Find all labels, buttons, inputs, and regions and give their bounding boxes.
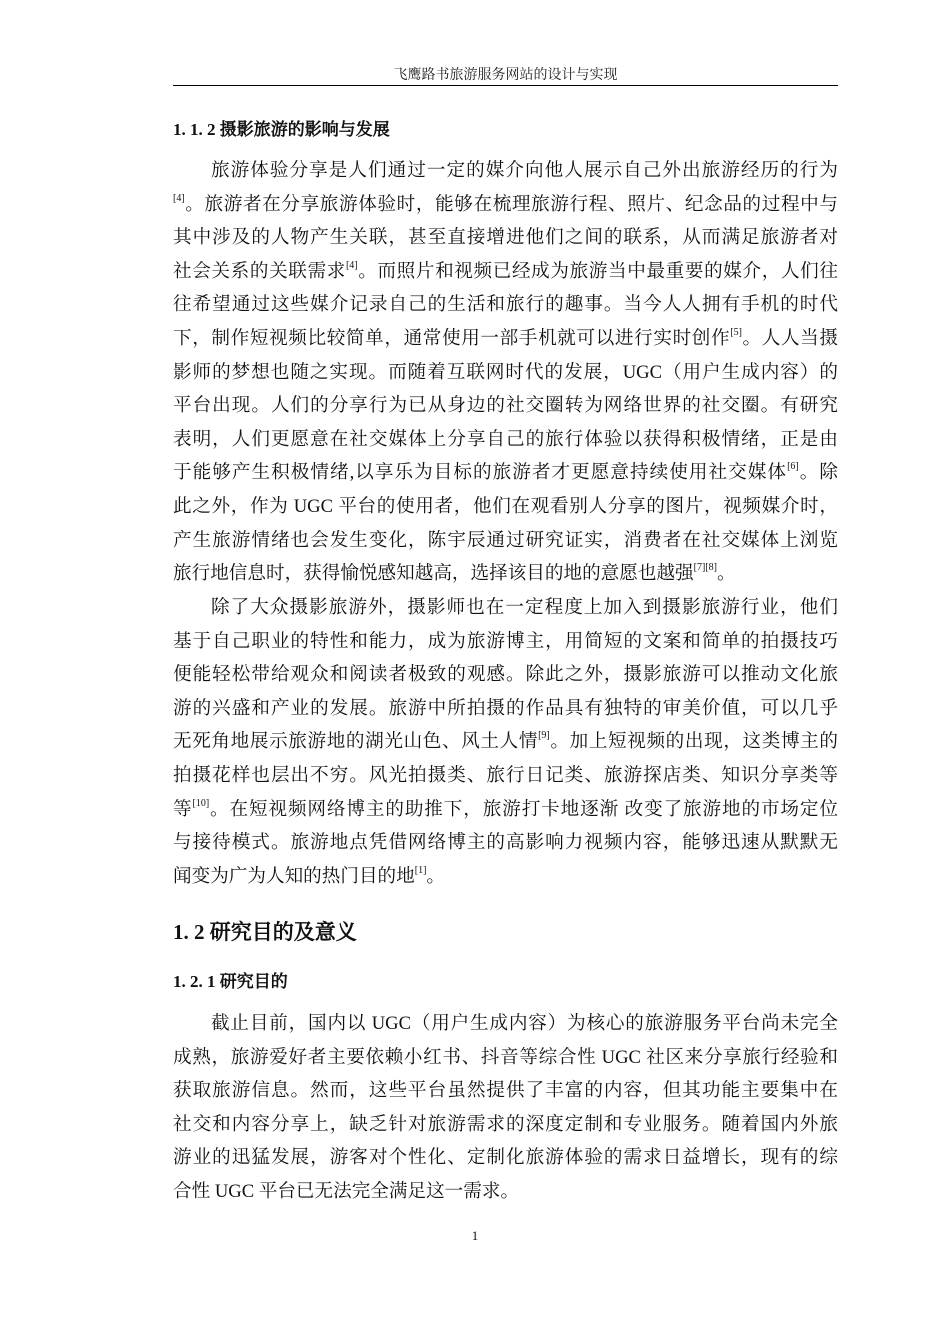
- citation-ref: [9]: [538, 730, 550, 742]
- text-line: [173, 591, 838, 625]
- text-segment: 等: [173, 798, 193, 820]
- text-segment: 。: [716, 563, 736, 585]
- text-segment: 成熟，旅游爱好者主要依赖小红书、抖音等综合性 UGC 社区来分享旅行经验和: [173, 1046, 838, 1068]
- text-segment: 拍摄花样也层出不穷。风光拍摄类、旅行日记类、旅游探店类、知识分享类等: [173, 764, 838, 786]
- text-line: [173, 322, 838, 356]
- text-line: [173, 759, 838, 793]
- text-segment: 获取旅游信息。然而，这些平台虽然提供了丰富的内容，但其功能主要集中在: [173, 1080, 838, 1102]
- text-segment: 平台出现。人们的分享行为已从身边的社交圈转为网络世界的社交圈。有研究: [173, 395, 838, 417]
- text-segment: 往希望通过这些媒介记录自己的生活和旅行的趣事。当今人人拥有手机的时代: [173, 294, 838, 316]
- text-line: [173, 1074, 838, 1108]
- text-line: [173, 1007, 838, 1041]
- text-segment: 旅游体验分享是人们通过一定的媒介向他人展示自己外出旅游经历的行为: [211, 160, 838, 181]
- text-line: [173, 826, 838, 860]
- text-segment: 。在短视频网络博主的助推下，旅游打卡地逐渐 改变了旅游地的市场定位: [209, 798, 838, 820]
- text-segment: 。而照片和视频已经成为旅游当中最重要的媒介，人们往: [357, 260, 838, 282]
- citation-ref: [6]: [787, 461, 799, 473]
- text-line: [173, 860, 838, 894]
- section-heading-1-2-1: 1. 2. 1 研究目的: [173, 972, 288, 991]
- text-segment: 便能轻松带给观众和阅读者极致的观感。除此之外，摄影旅游可以推动文化旅: [173, 664, 838, 686]
- text-line: [173, 524, 838, 558]
- paragraph: [173, 1007, 838, 1209]
- text-line: [173, 725, 838, 759]
- text-segment: 社会关系的关联需求: [173, 260, 346, 282]
- citation-ref: [4]: [173, 192, 185, 204]
- text-segment: 无死角地展示旅游地的湖光山色、风土人情: [173, 731, 539, 753]
- text-segment: 于能够产生积极情绪,以享乐为目标的旅游者才更愿意持续使用社交媒体: [173, 462, 788, 484]
- text-line: [173, 625, 838, 659]
- text-line: [173, 1041, 838, 1075]
- text-line: [173, 221, 838, 255]
- text-segment: 。人人当摄: [741, 327, 838, 349]
- citation-ref: [1]: [414, 864, 427, 876]
- text-line: [173, 1108, 838, 1142]
- text-segment: 旅行地信息时，获得愉悦感知越高，选择该目的地的意愿也越强: [173, 563, 694, 585]
- text-segment: 此之外，作为 UGC 平台的使用者，他们在观看别人分享的图片，视频媒介时，: [173, 495, 838, 517]
- text-segment: 。除: [798, 462, 838, 484]
- text-line: [173, 188, 838, 222]
- text-segment: 除了大众摄影旅游外，摄影师也在一定程度上加入到摄影旅游行业，他们: [211, 597, 838, 618]
- text-line: [173, 793, 838, 827]
- running-header: 飞鹰路书旅游服务网站的设计与实现: [393, 68, 618, 83]
- paragraph: [173, 591, 838, 893]
- text-segment: 其中涉及的人物产生关联，甚至直接增进他们之间的联系，从而满足旅游者对: [173, 227, 838, 249]
- text-segment: 截止目前，国内以 UGC（用户生成内容）为核心的旅游服务平台尚未完全: [211, 1013, 838, 1034]
- text-line: [173, 1175, 838, 1209]
- text-segment: 表明，人们更愿意在社交媒体上分享自己的旅行体验以获得积极情绪，正是由: [173, 428, 838, 450]
- text-segment: 基于自己职业的特性和能力，成为旅游博主，用简短的文案和简单的拍摄技巧: [173, 630, 838, 652]
- text-line: [173, 692, 838, 726]
- text-segment: 合性 UGC 平台已无法完全满足这一需求。: [173, 1180, 520, 1202]
- text-line: [173, 356, 838, 390]
- text-segment: 。: [426, 865, 446, 887]
- text-line: [173, 288, 838, 322]
- section-heading-1-2: 1. 2 研究目的及意义: [173, 920, 357, 944]
- citation-ref: [10]: [192, 797, 210, 809]
- text-line: [173, 389, 838, 423]
- text-line: [173, 255, 838, 289]
- text-line: [173, 557, 838, 591]
- citation-ref: [7][8]: [693, 562, 717, 574]
- text-line: [173, 490, 838, 524]
- text-segment: 与接待模式。旅游地点凭借网络博主的高影响力视频内容，能够迅速从默默无: [173, 832, 838, 854]
- citation-ref: [4]: [345, 259, 358, 271]
- text-segment: 游的兴盛和产业的发展。旅游中所拍摄的作品具有独特的审美价值，可以几乎: [173, 697, 838, 719]
- text-segment: 下，制作短视频比较简单，通常使用一部手机就可以进行实时创作: [173, 327, 731, 349]
- citation-ref: [5]: [730, 326, 742, 338]
- page-number: 1: [471, 1228, 479, 1243]
- header-rule: [173, 85, 838, 86]
- text-segment: 。加上短视频的出现，这类博主的: [549, 731, 838, 753]
- paragraph: [173, 154, 838, 591]
- text-segment: 影师的梦想也随之实现。而随着互联网时代的发展，UGC（用户生成内容）的: [173, 361, 838, 383]
- text-segment: 游业的迅猛发展，游客对个性化、定制化旅游体验的需求日益增长，现有的综: [173, 1147, 838, 1169]
- text-segment: 产生旅游情绪也会发生变化，陈宇辰通过研究证实，消费者在社交媒体上浏览: [173, 529, 838, 551]
- text-line: [173, 1141, 838, 1175]
- text-segment: 社交和内容分享上，缺乏针对旅游需求的深度定制和专业服务。随着国内外旅: [173, 1113, 838, 1135]
- text-segment: 闻变为广为人知的热门目的地: [173, 865, 415, 887]
- text-line: [173, 154, 838, 188]
- section-heading-1-1-2: 1. 1. 2 摄影旅游的影响与发展: [173, 120, 390, 139]
- text-segment: 。旅游者在分享旅游体验时，能够在梳理旅游行程、照片、纪念品的过程中与: [184, 193, 838, 215]
- text-line: [173, 456, 838, 490]
- text-line: [173, 423, 838, 457]
- text-line: [173, 658, 838, 692]
